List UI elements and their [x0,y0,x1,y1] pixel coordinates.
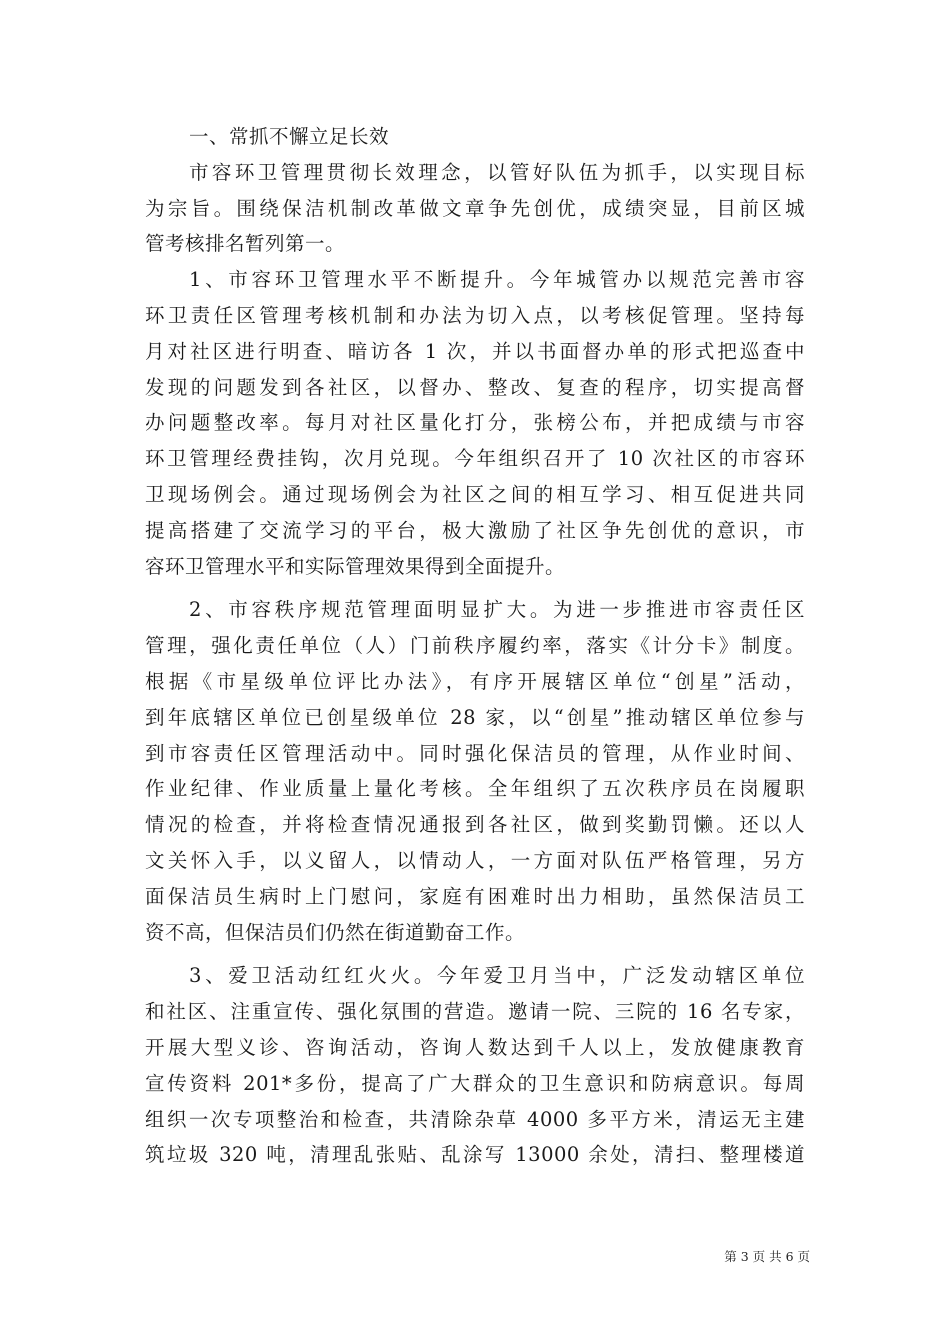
paragraph-gap [145,950,805,958]
paragraph [145,958,805,1173]
text-line: 管理，强化责任单位（人）门前秩序履约率，落实《计分卡》制度。 [145,634,805,658]
text-line: 2、市容秩序规范管理面明显扩大。为进一步推进市容责任区 [189,598,805,622]
text-line: 情况的检查，并将检查情况通报到各社区，做到奖勤罚懒。还以人 [145,813,805,837]
text-line: 作业纪律、作业质量上量化考核。全年组织了五次秩序员在岗履职 [145,777,805,801]
text-line: 到年底辖区单位已创星级单位 28 家，以“创星”推动辖区单位参与 [145,705,805,729]
text-line: 市容环卫管理贯彻长效理念，以管好队伍为抓手，以实现目标 [189,160,805,184]
text-line: 卫现场例会。通过现场例会为社区之间的相互学习、相互促进共同 [145,482,805,506]
paragraph [145,155,805,262]
text-line: 容环卫管理水平和实际管理效果得到全面提升。 [145,554,566,578]
text-line: 筑垃圾 320 吨，清理乱张贴、乱涂写 13000 余处，清扫、整理楼道 [145,1143,805,1167]
text-line: 和社区、注重宣传、强化氛围的营造。邀请一院、三院的 16 名专家， [145,1000,805,1024]
text-line: 根据《市星级单位评比办法》，有序开展辖区单位“创星”活动， [145,669,805,693]
text-line: 办问题整改率。每月对社区量化打分，张榜公布，并把成绩与市容 [145,411,805,435]
text-line: 环卫管理经费挂钩，次月兑现。今年组织召开了 10 次社区的市容环 [145,447,805,471]
text-line: 环卫责任区管理考核机制和办法为切入点，以考核促管理。坚持每 [145,303,805,327]
paragraph [145,262,805,584]
text-line: 月对社区进行明查、暗访各 1 次，并以书面督办单的形式把巡查中 [145,339,805,363]
text-line: 面保洁员生病时上门慰问，家庭有困难时出力相助，虽然保洁员工 [145,884,805,908]
page-number-footer: 第 3 页 共 6 页 [724,1249,810,1264]
text-line: 3、爱卫活动红红火火。今年爱卫月当中，广泛发动辖区单位 [189,964,805,988]
text-line: 管考核排名暂列第一。 [145,232,346,256]
text-line: 资不高，但保洁员们仍然在街道勤奋工作。 [145,920,526,944]
text-line: 提高搭建了交流学习的平台，极大激励了社区争先创优的意识，市 [145,518,805,542]
paragraph [145,119,805,155]
paragraph-gap [145,584,805,592]
text-line: 文关怀入手，以义留人，以情动人，一方面对队伍严格管理，另方 [145,848,805,872]
text-line: 1、市容环卫管理水平不断提升。今年城管办以规范完善市容 [189,268,805,292]
text-line: 组织一次专项整治和检查，共清除杂草 4000 多平方米，清运无主建 [145,1107,805,1131]
paragraph [145,592,805,950]
text-line: 为宗旨。围绕保洁机制改革做文章争先创优，成绩突显，目前区城 [145,196,805,220]
document-body [145,119,805,1173]
text-line: 开展大型义诊、咨询活动，咨询人数达到千人以上，发放健康教育 [145,1035,805,1059]
text-line: 到市容责任区管理活动中。同时强化保洁员的管理，从作业时间、 [145,741,805,765]
section-heading: 一、常抓不懈立足长效 [189,125,390,148]
text-line: 宣传资料 201*多份，提高了广大群众的卫生意识和防病意识。每周 [145,1071,805,1095]
text-line: 发现的问题发到各社区，以督办、整改、复查的程序，切实提高督 [145,375,805,399]
